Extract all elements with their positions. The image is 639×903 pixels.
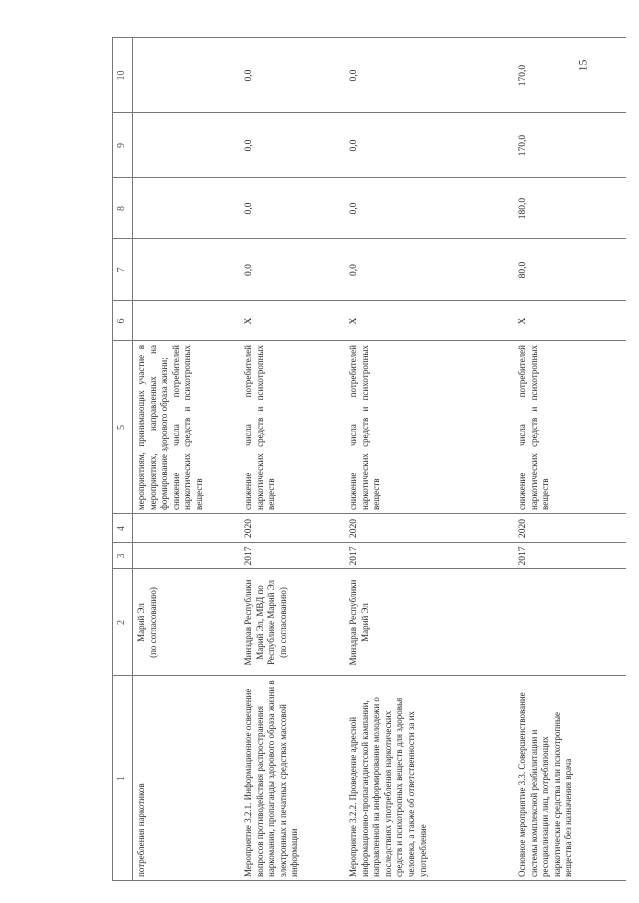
row-1-activity: Мероприятие 3.2.1. Информационное освещение вопросов противодействия распространения наркомании, пропаганды здорового образа жизни в электронных и печатных средствах массовой информации (243, 680, 300, 877)
row-1-start-year: 2017 (244, 546, 254, 566)
col-header-8: 8 (116, 206, 127, 211)
page-number: 15 (575, 59, 590, 72)
row-2-val-8: 0,0 (349, 202, 359, 215)
row-2-val-10: 0,0 (349, 69, 359, 82)
col-header-1: 1 (116, 776, 127, 781)
col-header-4: 4 (116, 526, 127, 531)
col-header-10: 10 (116, 70, 127, 81)
row-2-end-year: 2020 (349, 519, 359, 538)
row-2-start-year: 2017 (349, 546, 359, 566)
col-header-3: 3 (116, 553, 127, 559)
row-1-val-9: 0,0 (244, 139, 254, 152)
row-3-result: снижение числа потребителей наркотических средств и психотропных веществ (517, 345, 551, 510)
row-3-start-year: 2017 (518, 546, 528, 566)
row-2-val-9: 0,0 (349, 139, 359, 152)
col-header-2: 2 (116, 620, 127, 625)
col-header-7: 7 (116, 267, 127, 273)
col-header-9: 9 (116, 143, 127, 148)
row-1-end-year: 2020 (244, 519, 254, 538)
row-1-val-7: 0,0 (244, 264, 254, 276)
row-2-mark: X (349, 317, 359, 325)
row-2-activity: Мероприятие 3.2.2. Проведение адресной информационно-пропагандистской кампании, направленной на информирование молодежи о последствиях употребления наркотических средств и психотропных веществ для здоровья человека, а также об ответственности за их употребление (348, 697, 428, 877)
row-0-executor: Марий Эл (по согласованию) (136, 587, 158, 658)
row-2-result: снижение числа потребителей наркотических средств и психотропных веществ (348, 345, 382, 510)
row-0-activity: потребления наркотиков (136, 783, 146, 877)
row-3-val-7: 80,0 (518, 261, 528, 279)
row-1-result: снижение числа потребителей наркотических средств и психотропных веществ (243, 345, 277, 510)
row-2-executor: Минздрав Республики Марий Эл (348, 579, 370, 666)
col-header-5: 5 (116, 425, 127, 430)
program-table (112, 38, 626, 881)
row-2-val-7: 0,0 (349, 264, 359, 276)
row-1-executor: Минздрав Республики Марий Эл, МВД по Республике Марий Эл (по согласованию) (243, 579, 288, 666)
row-1-val-10: 0,0 (244, 69, 254, 82)
row-3-mark: X (518, 317, 528, 325)
row-3-val-10: 170,0 (518, 64, 528, 87)
row-3-val-9: 170,0 (518, 134, 528, 157)
row-0-result: мероприятиям, принимающих участие в мероприятиях, направленных на формирование здорового образа жизни; снижение числа потребителей наркотических средств и психотропных веществ (136, 345, 204, 510)
row-3-val-8: 180,0 (518, 197, 528, 220)
row-3-end-year: 2020 (518, 519, 528, 538)
row-3-activity: Основное мероприятие 3.3. Совершенствование системы комплексной реабилитации и ресоциализации лиц, потребляющих наркотические средства или психотропные вещества без назначения врача (517, 692, 574, 877)
row-1-mark: X (244, 317, 254, 325)
row-1-val-8: 0,0 (244, 202, 254, 215)
col-header-6: 6 (116, 318, 127, 324)
